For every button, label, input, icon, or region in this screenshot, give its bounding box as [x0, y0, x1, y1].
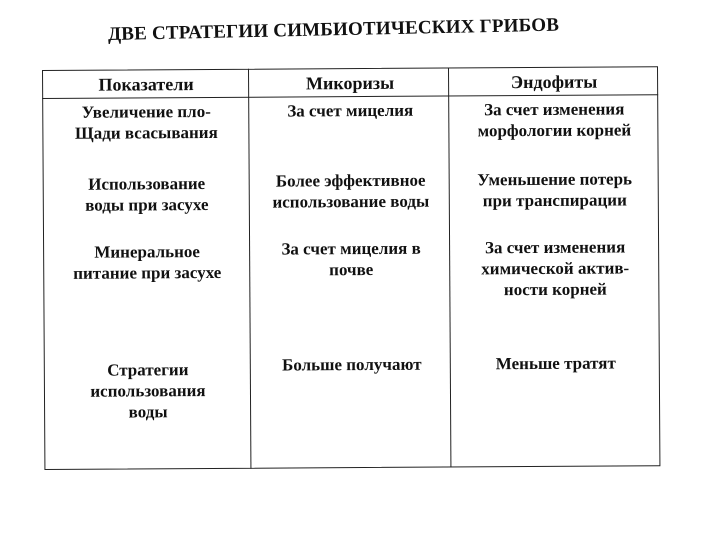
row-3-endophytes: За счет изменения химической актив- ности корней: [481, 237, 630, 300]
row-1-endophytes: За счет изменения морфологии корней: [477, 99, 632, 141]
header-indicators: Показатели: [98, 74, 194, 95]
comparison-table: [42, 66, 660, 470]
header-endophytes: Эндофиты: [510, 71, 598, 93]
row-2-indicator: Использование воды при засухе: [85, 174, 209, 215]
row-3-indicator: Минеральное питание при засухе: [73, 242, 222, 283]
header-mycorrhizae: Микоризы: [305, 72, 395, 94]
row-2-mycorrhizae: Более эффективное использование воды: [272, 170, 430, 212]
row-2-endophytes: Уменьшение потерь при транспирации: [477, 169, 633, 211]
row-4-endophytes: Меньше тратят: [495, 353, 616, 374]
row-1-mycorrhizae: За счет мицелия: [287, 100, 414, 121]
row-4-mycorrhizae: Больше получают: [281, 354, 422, 375]
row-1-indicator: Увеличение пло- Щади всасывания: [74, 101, 218, 143]
row-3-mycorrhizae: За счет мицелия в почве: [281, 238, 421, 280]
page-title: ДВЕ СТРАТЕГИИ СИМБИОТИЧЕСКИХ ГРИБОВ: [107, 14, 560, 45]
row-4-indicator: Стратегии использования воды: [90, 360, 206, 422]
